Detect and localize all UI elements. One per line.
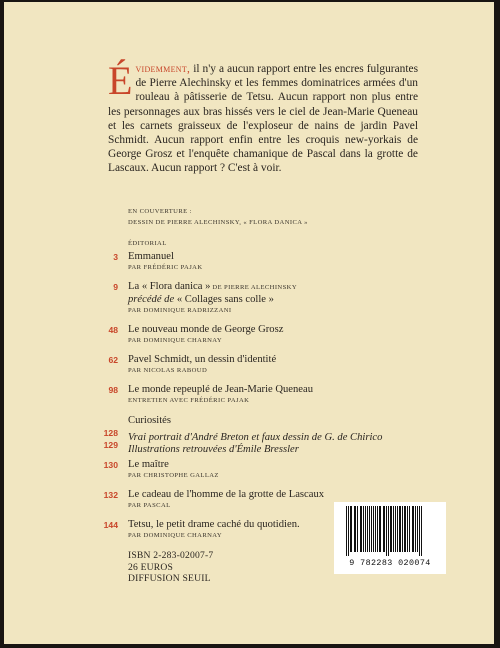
barcode-bar: [357, 506, 358, 552]
barcode-bar: [354, 506, 356, 552]
toc-entry-title: Pavel Schmidt, un dessin d'identité: [128, 354, 277, 365]
barcode-bar: [360, 506, 362, 552]
barcode-bar: [421, 506, 422, 556]
toc-entry-title: Le cadeau de l'homme de la grotte de Lascaux: [128, 489, 325, 500]
toc-page-number: 98: [108, 385, 118, 395]
distribution: DIFFUSION SEUIL: [128, 573, 211, 584]
toc-entry-author: PAR PASCAL: [128, 502, 171, 509]
barcode-bar: [371, 506, 372, 552]
toc-entry-author: PAR CHRISTOPHE GALLAZ: [128, 472, 219, 479]
barcode: [334, 502, 446, 574]
toc-entry-subtitle: [128, 294, 494, 306]
toc-page-number: 9: [113, 282, 118, 292]
toc-curiosite-title: Illustrations retrouvées d'Émile Bressler: [128, 444, 299, 455]
toc-entry-author: PAR NICOLAS RABOUD: [128, 367, 208, 374]
barcode-bar: [363, 506, 364, 552]
toc-page-number: 144: [103, 520, 118, 530]
toc-curiosite-item: [4, 439, 494, 455]
toc-entry: [4, 459, 494, 481]
barcode-bar: [383, 506, 385, 552]
barcode-bar: [402, 506, 403, 552]
barcode-bar: [348, 506, 349, 556]
blurb-dropcap: É: [108, 58, 133, 103]
barcode-bar: [377, 506, 378, 552]
toc-entry-author: PAR DOMINIQUE CHARNAY: [128, 532, 223, 539]
barcode-bar: [419, 506, 420, 556]
toc-entry: [4, 251, 494, 273]
toc-heading: ÉDITORIAL: [128, 240, 167, 247]
toc-entry-title: Tetsu, le petit drame caché du quotidien.: [128, 519, 300, 530]
toc-curiosite-item: [4, 427, 494, 443]
price: 26 EUROS: [128, 561, 174, 573]
cover-credit-text: DESSIN DE PIERRE ALECHINSKY, « FLORA DANICA »: [128, 219, 308, 226]
toc-entry-subtitle-italic: précédé de: [128, 294, 175, 305]
toc-entry-title-line: [128, 281, 494, 294]
barcode-bar: [373, 506, 374, 552]
blurb-paragraph: [108, 58, 418, 176]
barcode-bars: [344, 506, 436, 556]
barcode-bar: [369, 506, 370, 552]
barcode-bar: [350, 506, 352, 552]
toc-entry: [4, 324, 494, 346]
barcode-bar: [375, 506, 376, 552]
toc-page-number: 62: [108, 355, 118, 365]
barcode-bar: [397, 506, 398, 552]
toc-page-number: 48: [108, 325, 118, 335]
toc-page-number: 132: [103, 490, 118, 500]
toc-curiosites-heading: Curiosités: [128, 415, 171, 426]
barcode-bar: [346, 506, 347, 556]
isbn: ISBN 2-283-02007-7: [128, 550, 214, 561]
barcode-bar: [379, 506, 381, 552]
barcode-digits: 9 782283 020074: [349, 558, 431, 568]
barcode-bar: [412, 506, 414, 552]
toc-page-number: 130: [103, 460, 118, 470]
barcode-bar: [367, 506, 368, 552]
barcode-bar: [415, 506, 416, 552]
blurb-lead-word: videmment,: [135, 63, 191, 75]
barcode-bar: [395, 506, 396, 552]
barcode-bar: [417, 506, 418, 552]
barcode-bar: [407, 506, 408, 552]
toc-entry-author: PAR FRÉDÉRIC PAJAK: [128, 264, 203, 271]
barcode-bar: [393, 506, 394, 552]
publication-info: [128, 550, 213, 585]
toc-entry-title: Le maître: [128, 459, 169, 470]
cover-credit: [128, 206, 308, 228]
toc-entry: [4, 384, 494, 406]
barcode-bar: [390, 506, 392, 552]
toc-curiosites-group: [4, 414, 494, 455]
toc-entry-title: La « Flora danica »: [128, 281, 211, 292]
barcode-bar: [386, 506, 387, 556]
blurb-text: il n'y a aucun rapport entre les encres fulgurantes de Pierre Alechinsky et les femmes dominatrices armées d'un rouleau à pâtisserie de Tetsu. Aucun rapport non plus entre les personnages aux bras hissés vers le ciel de Jean-Marie Queneau et les carnets graisseux de l'exploseur de nains de jardin Pavel Schmidt. Aucun rapport enfin entre les croquis new-yorkais de George Grosz et l'enquête chamanique de Pascal dans la grotte de Lascaux. Aucun rapport ? C'est à voir.: [108, 63, 418, 175]
toc-page-number: 3: [113, 252, 118, 262]
toc-entry: [4, 354, 494, 376]
toc-entry-title: Le monde repeuplé de Jean-Marie Queneau: [128, 384, 314, 395]
barcode-bar: [399, 506, 401, 552]
barcode-bar: [365, 506, 366, 552]
toc-page-number: 128: [103, 428, 118, 438]
toc-entry-author: PAR DOMINIQUE RADRIZZANI: [128, 307, 232, 314]
barcode-bar: [388, 506, 389, 556]
cover-credit-label: EN COUVERTURE :: [128, 208, 192, 215]
toc-entry-title: Emmanuel: [128, 251, 174, 262]
toc-entry-author: PAR DOMINIQUE CHARNAY: [128, 337, 223, 344]
book-back-cover: [4, 2, 494, 644]
toc-entry-subtitle-plain: « Collages sans colle »: [174, 294, 274, 305]
barcode-bar: [409, 506, 410, 552]
toc-curiosite-title: Vrai portrait d'André Breton et faux dessin de G. de Chirico: [128, 432, 383, 443]
toc-entry: [4, 281, 494, 316]
barcode-bar: [404, 506, 406, 552]
toc-entry-title-extra: DE PIERRE ALECHINSKY: [210, 284, 297, 291]
toc-page-number: 129: [103, 440, 118, 450]
toc-entry-author: ENTRETIEN AVEC FRÉDÉRIC PAJAK: [128, 397, 250, 404]
toc-entry-title: Le nouveau monde de George Grosz: [128, 324, 284, 335]
